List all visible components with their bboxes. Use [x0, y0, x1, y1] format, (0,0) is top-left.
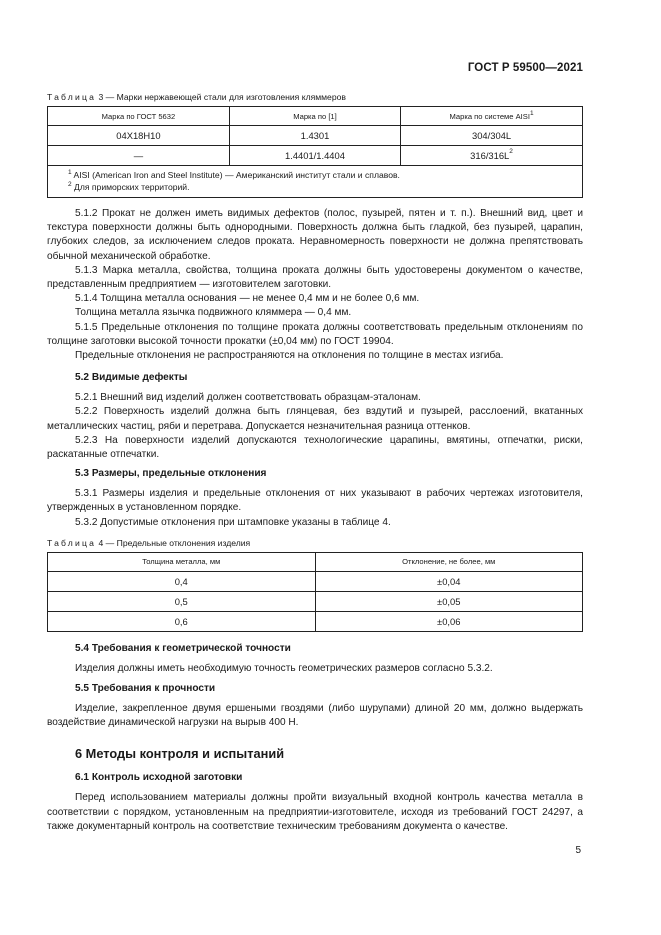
page-number: 5 [575, 845, 581, 856]
section-heading-5-4: 5.4 Требования к геометрической точности [75, 642, 291, 654]
table-header-row [48, 552, 583, 571]
column-header: Толщина металла, мм [48, 552, 316, 571]
footnote-1 [68, 169, 582, 181]
paragraph-5-2-2: 5.2.2 Поверхность изделий должна быть глянцевая, без вздутий и пузырей, расслоений, вкатанных металлических частиц, ряби и перетрава. Допускается незначительная разница оттенков. [47, 406, 583, 432]
table-row [48, 126, 583, 146]
table4-caption-text: 4 — Предельные отклонения изделия [96, 537, 251, 548]
table3-caption-word: Таблица [47, 92, 97, 102]
footnote-mark: 1 [68, 169, 72, 176]
table-cell-text: 316/316L [470, 150, 510, 161]
table-cell: 0,5 [48, 591, 316, 611]
section-heading-6: 6 Методы контроля и испытаний [75, 746, 285, 762]
section-heading-5-2: 5.2 Видимые дефекты [75, 372, 188, 384]
table-cell: 1.4301 [229, 126, 400, 146]
table-cell: 0,6 [48, 611, 316, 631]
section-heading-5-5: 5.5 Требования к прочности [75, 683, 216, 695]
footnote-mark: 2 [509, 148, 513, 155]
footnote-mark: 2 [68, 181, 72, 188]
column-header-label: Марка по системе AISI [449, 111, 530, 121]
table-cell: 1.4401/1.4404 [229, 146, 400, 166]
table-cell: 04Х18Н10 [48, 126, 230, 146]
table3-caption [47, 92, 583, 102]
column-header: Марка по [1] [229, 107, 400, 126]
table-row [48, 146, 583, 166]
section-heading-5-3: 5.3 Размеры, предельные отклонения [75, 468, 267, 480]
table-notes [48, 166, 583, 198]
paragraph-5-4: Изделия должны иметь необходимую точность геометрических размеров согласно 5.3.2. [75, 662, 493, 674]
table-tolerances [47, 552, 583, 632]
table-cell: 304/304L [401, 126, 583, 146]
paragraph-5-1-5: 5.1.5 Предельные отклонения по толщине проката должны соответствовать предельным отклонениям по толщине заготовки высокой точности прокатки (±0,04 мм) по ГОСТ 19904. [47, 321, 583, 347]
paragraph-6-1: Перед использованием материалы должны пройти визуальный входной контроль качества металла в соответствии с порядком, установленным на предприятии-изготовителе, исходя из требований ГОСТ 24297, а также документарный контроль на соответствие техническим требованиям документа о качестве. [47, 792, 583, 832]
footnote-text: AISI (American Iron and Steel Institute) — Американский институт стали и сплавов. [71, 170, 400, 180]
table4-caption-word: Таблица [47, 537, 97, 548]
paragraph-5-1-4: 5.1.4 Толщина металла основания — не менее 0,4 мм и не более 0,6 мм. [75, 293, 420, 305]
column-header: Отклонение, не более, мм [315, 552, 583, 571]
table-cell: ±0,06 [315, 611, 583, 631]
paragraph-5-2-1: 5.2.1 Внешний вид изделий должен соответствовать образцам-эталонам. [75, 392, 421, 404]
table-steel-grades [47, 106, 583, 198]
table-cell: ±0,04 [315, 571, 583, 591]
column-header [401, 107, 583, 126]
table-cell: 0,4 [48, 571, 316, 591]
table4-caption [47, 538, 583, 548]
page-content [47, 92, 583, 834]
column-header: Марка по ГОСТ 5632 [48, 107, 230, 126]
paragraph-5-3-1: 5.3.1 Размеры изделия и предельные отклонения от них указывают в рабочих чертежах изготовителя, утвержденных в установленном порядке. [47, 488, 583, 514]
table-header-row [48, 107, 583, 126]
table-cell [401, 146, 583, 166]
paragraph-5-1-3: 5.1.3 Марка металла, свойства, толщина проката должны быть удостоверены документом о качестве, представленным предприятием — изготовителем заготовки. [47, 264, 583, 291]
table-cell: ±0,05 [315, 591, 583, 611]
paragraph-5-1-4-b: Толщина металла язычка подвижного кляммера — 0,4 мм. [75, 307, 352, 319]
standard-code: ГОСТ Р 59500—2021 [467, 62, 583, 74]
paragraph-5-2-3: 5.2.3 На поверхности изделий допускаются технологические царапины, вмятины, отпечатки, риски, раскатанные отпечатки. [47, 434, 583, 461]
paragraph-5-1-5-b: Предельные отклонения не распространяются на отклонения по толщине в местах изгиба. [75, 350, 504, 362]
footnote-text: Для приморских территорий. [71, 182, 190, 192]
table-row [48, 611, 583, 631]
table-cell: — [48, 146, 230, 166]
footnote-2 [68, 181, 582, 193]
table-row [48, 571, 583, 591]
table-row [48, 591, 583, 611]
table-notes-row [48, 166, 583, 198]
section-heading-6-1: 6.1 Контроль исходной заготовки [75, 772, 243, 784]
paragraph-5-5: Изделие, закрепленное двумя ершеными гвоздями (либо шурупами) длиной 20 мм, должно выдержать воздействие динамической нагрузки на вырыв 400 Н. [47, 703, 583, 729]
footnote-mark: 1 [529, 109, 534, 117]
paragraph-5-1-2: 5.1.2 Прокат не должен иметь видимых дефектов (полос, пузырей, пятен и т. п.). Внешний вид, цвет и текстура поверхности должны быть однородными. Поверхность должна быть гладкой, без пузырей, царапин, глубоких следов, за исключением следов проката. Неравномерность поверхности не должна препятствовать обычной механической обработке. [47, 208, 583, 262]
paragraph-5-3-2: 5.3.2 Допустимые отклонения при штамповке указаны в таблице 4. [75, 516, 391, 528]
table3-caption-text: 3 — Марки нержавеющей стали для изготовления кляммеров [96, 92, 346, 102]
